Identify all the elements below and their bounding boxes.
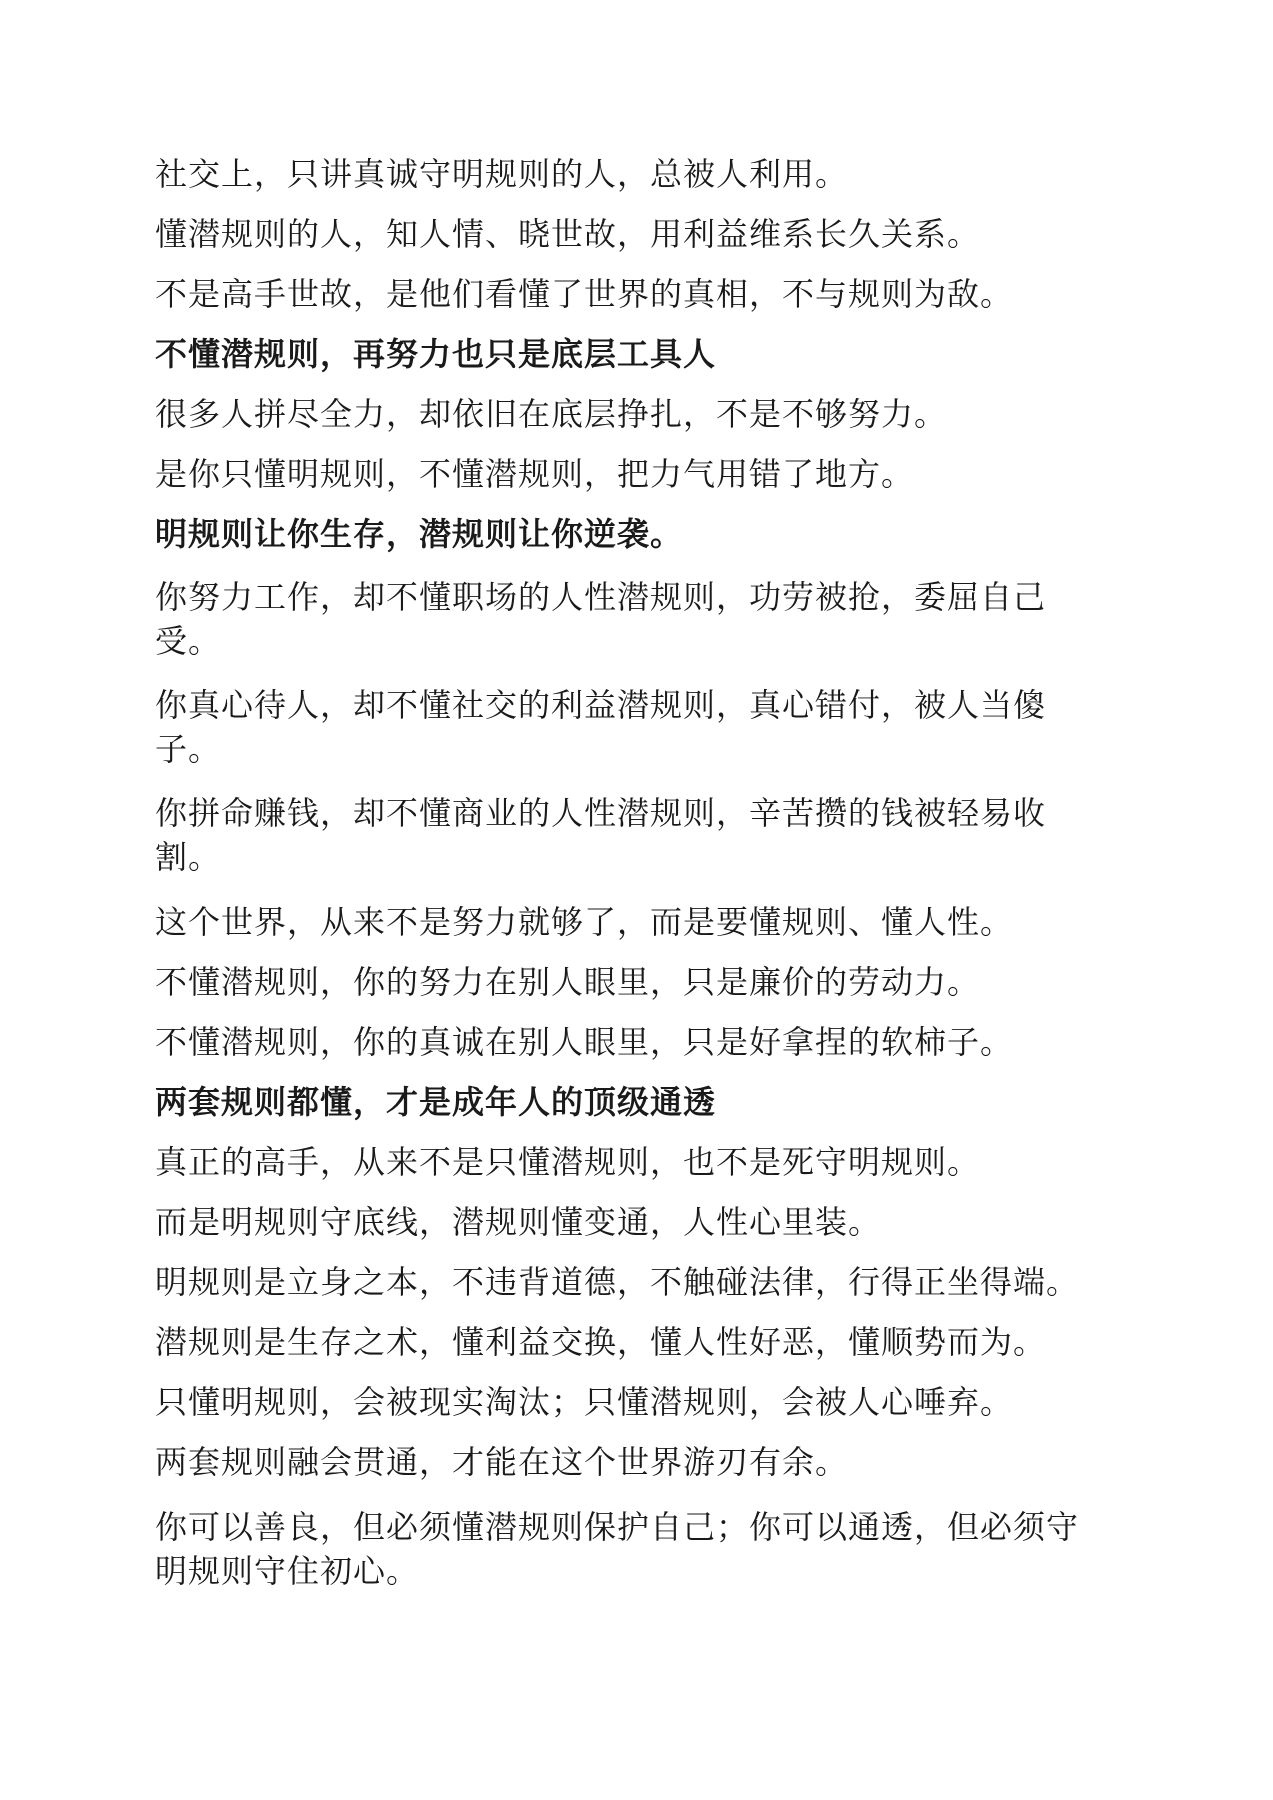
paragraph-12: 真正的高手，从来不是只懂潜规则，也不是死守明规则。	[155, 1143, 981, 1181]
paragraph-2: 懂潜规则的人，知人情、晓世故，用利益维系长久关系。	[155, 215, 981, 253]
paragraph-4: 很多人拼尽全力，却依旧在底层挣扎，不是不够努力。	[155, 395, 948, 433]
paragraph-13: 而是明规则守底线，潜规则懂变通，人性心里装。	[155, 1203, 882, 1241]
paragraph-18: 你可以善良，但必须懂潜规则保护自己；你可以通透，但必须守明规则守住初心。	[155, 1508, 1080, 1590]
paragraph-11: 不懂潜规则，你的真诚在别人眼里，只是好拿捏的软柿子。	[155, 1023, 1014, 1061]
paragraph-15: 潜规则是生存之术，懂利益交换，懂人性好恶，懂顺势而为。	[155, 1323, 1047, 1361]
section-heading-2: 明规则让你生存，潜规则让你逆袭。	[155, 515, 684, 553]
paragraph-17: 两套规则融会贯通，才能在这个世界游刃有余。	[155, 1443, 849, 1481]
paragraph-3: 不是高手世故，是他们看懂了世界的真相，不与规则为敌。	[155, 275, 1014, 313]
paragraph-9: 这个世界，从来不是努力就够了，而是要懂规则、懂人性。	[155, 903, 1014, 941]
paragraph-7: 你真心待人，却不懂社交的利益潜规则，真心错付，被人当傻子。	[155, 686, 1047, 768]
paragraph-1: 社交上，只讲真诚守明规则的人，总被人利用。	[155, 155, 849, 193]
paragraph-10: 不懂潜规则，你的努力在别人眼里，只是廉价的劳动力。	[155, 963, 981, 1001]
paragraph-5: 是你只懂明规则，不懂潜规则，把力气用错了地方。	[155, 455, 915, 493]
paragraph-8: 你拼命赚钱，却不懂商业的人性潜规则，辛苦攒的钱被轻易收割。	[155, 794, 1047, 876]
paragraph-6: 你努力工作，却不懂职场的人性潜规则，功劳被抢，委屈自己受。	[155, 578, 1047, 660]
paragraph-16: 只懂明规则，会被现实淘汰；只懂潜规则，会被人心唾弃。	[155, 1383, 1014, 1421]
paragraph-14: 明规则是立身之本，不违背道德，不触碰法律，行得正坐得端。	[155, 1263, 1080, 1301]
section-heading-3: 两套规则都懂，才是成年人的顶级通透	[155, 1083, 717, 1121]
section-heading-1: 不懂潜规则，再努力也只是底层工具人	[155, 335, 717, 373]
